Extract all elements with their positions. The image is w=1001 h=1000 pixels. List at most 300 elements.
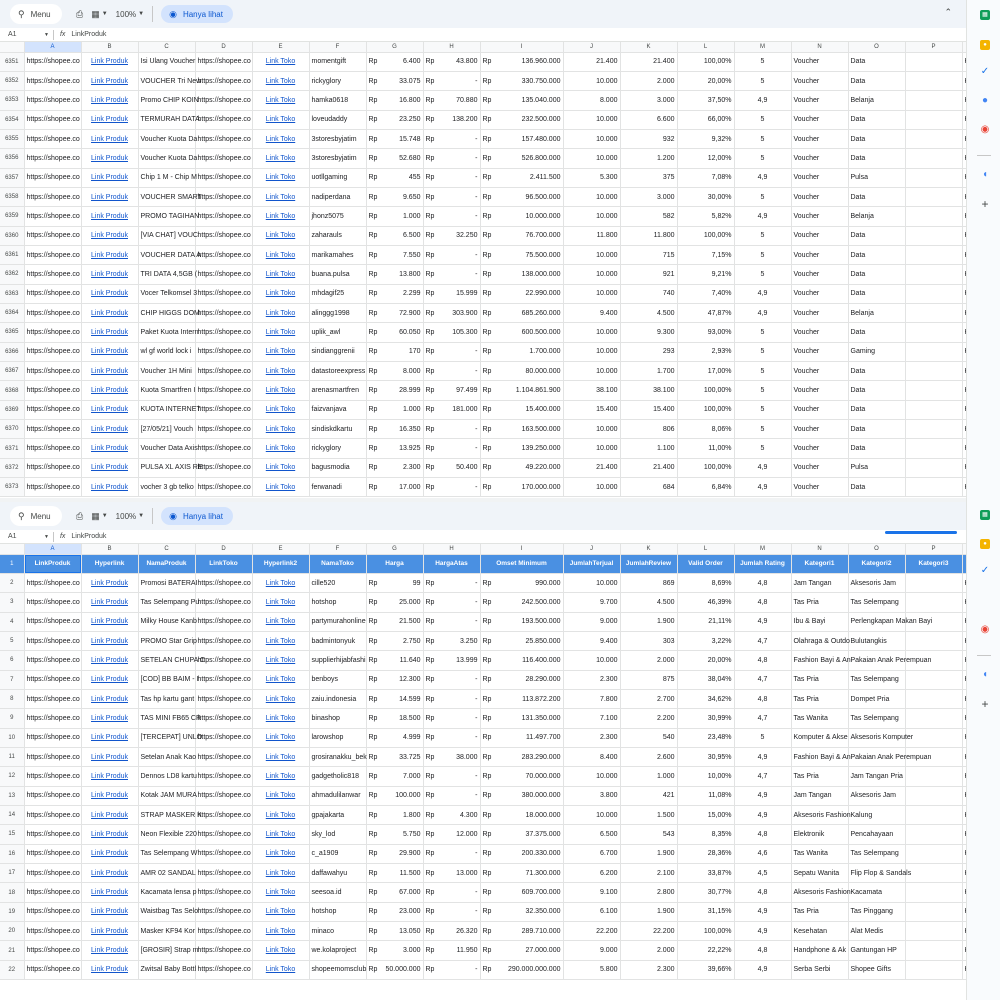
cell-hyperlink2[interactable]: Link Toko [252,458,309,477]
cell-kategori3[interactable] [905,342,962,361]
cell-link-toko[interactable]: https://shopee.co [195,844,252,863]
cell-omset[interactable]: Rp 290.000.000.000 [480,960,563,979]
format-icon[interactable]: ▦ [91,510,100,521]
zoom-select[interactable]: 100% [115,511,137,521]
cell-nama-produk[interactable]: KUOTA INTERNET [138,400,195,419]
cell-valid-order[interactable]: 6,84% [677,478,734,497]
cell-link-toko[interactable]: https://shopee.co [195,71,252,90]
cell-link-produk[interactable]: https://shopee.co [24,91,81,110]
cell-omset[interactable]: Rp 18.000.000 [480,805,563,824]
tasks-icon[interactable]: ✓ [980,66,990,77]
cell-hyperlink2[interactable]: Link Toko [252,593,309,612]
row-number[interactable]: 6357 [0,168,24,187]
cell-hyperlink2[interactable]: Link Toko [252,805,309,824]
cell-omset[interactable]: Rp 289.710.000 [480,922,563,941]
cell-kategori1[interactable]: Fashion Bayi & An [791,747,848,766]
cell-harga[interactable]: Rp 25.000 [366,593,423,612]
cell-valid-order[interactable]: 7,15% [677,245,734,264]
cell-kategori2[interactable]: Bulutangkis [848,631,905,650]
header-cell-14[interactable]: Kategori1 [791,554,848,573]
cell-jumlah-rating[interactable]: 4,5 [734,864,791,883]
cell-kategori2[interactable]: Data [848,110,905,129]
cell-kategori3[interactable] [905,670,962,689]
cell-link-toko[interactable]: https://shopee.co [195,303,252,322]
cell-jumlah-review[interactable]: 4.500 [620,303,677,322]
cell-valid-order[interactable]: 9,32% [677,129,734,148]
cell-link-produk[interactable]: https://shopee.co [24,110,81,129]
cell-harga[interactable]: Rp 33.075 [366,71,423,90]
cell-jumlah-review[interactable]: 932 [620,129,677,148]
cell-valid-order[interactable]: 8,35% [677,825,734,844]
cell-kategori3[interactable] [905,941,962,960]
cell-hyperlink[interactable]: Link Produk [81,709,138,728]
column-header-f[interactable]: F [309,42,366,52]
cell-jumlah-rating[interactable]: 5 [734,265,791,284]
cell-hyperlink[interactable]: Link Produk [81,458,138,477]
collapse-icon[interactable]: ⌃ [944,7,952,17]
cell-valid-order[interactable]: 47,87% [677,303,734,322]
cell-link-produk[interactable]: https://shopee.co [24,728,81,747]
cell-kategori3[interactable] [905,168,962,187]
cell-jumlah-review[interactable]: 421 [620,786,677,805]
row-number[interactable]: 6363 [0,284,24,303]
cell-hyperlink2[interactable]: Link Toko [252,670,309,689]
cell-harga-atas[interactable]: Rp 43.800 [423,52,480,71]
name-box[interactable]: A1 [8,31,17,38]
cell-link-toko[interactable]: https://shopee.co [195,129,252,148]
cell-jumlah-terjual[interactable]: 5.800 [563,960,620,979]
cell-kategori1[interactable]: Voucher [791,207,848,226]
column-header-p[interactable]: P [905,42,962,52]
sheets-icon[interactable]: ▦ [980,510,990,520]
row-number[interactable]: 6358 [0,187,24,206]
cell-omset[interactable]: Rp 600.500.000 [480,323,563,342]
cell-kategori3[interactable] [905,458,962,477]
contacts-icon[interactable]: ◖ [981,669,989,680]
cell-nama-produk[interactable]: TERMURAH DATA [138,110,195,129]
cell-valid-order[interactable]: 100,00% [677,400,734,419]
header-cell-1[interactable]: LinkProduk [24,554,81,573]
cell-nama-toko[interactable]: sky_lod [309,825,366,844]
column-header-a[interactable]: A [24,544,81,554]
chevron-down-icon[interactable]: ▼ [44,533,49,540]
cell-nama-produk[interactable]: Chip 1 M - Chip M [138,168,195,187]
cell-kategori3[interactable] [905,129,962,148]
cell-omset[interactable]: Rp 609.700.000 [480,883,563,902]
cell-nama-produk[interactable]: [TERCEPAT] UNLO [138,728,195,747]
cell-link-toko[interactable]: https://shopee.co [195,168,252,187]
row-number[interactable]: 10 [0,728,24,747]
cell-harga-atas[interactable]: Rp - [423,420,480,439]
cell-kategori2[interactable]: Aksesoris Jam [848,573,905,592]
cell-valid-order[interactable]: 46,39% [677,593,734,612]
row-number[interactable]: 20 [0,922,24,941]
cell-valid-order[interactable]: 11,08% [677,786,734,805]
cell-jumlah-rating[interactable]: 4,6 [734,844,791,863]
cell-jumlah-rating[interactable]: 4,9 [734,922,791,941]
cell-kategori1[interactable]: Tas Pria [791,767,848,786]
cell-kategori2[interactable]: Data [848,362,905,381]
cell-hyperlink[interactable]: Link Produk [81,71,138,90]
cell-hyperlink2[interactable]: Link Toko [252,149,309,168]
cell-link-toko[interactable]: https://shopee.co [195,960,252,979]
cell-valid-order[interactable]: 33,87% [677,864,734,883]
cell-kategori1[interactable]: Voucher [791,342,848,361]
cell-kategori3[interactable] [905,303,962,322]
cell-valid-order[interactable]: 34,62% [677,689,734,708]
cell-harga-atas[interactable]: Rp 38.000 [423,747,480,766]
cell-omset[interactable]: Rp 193.500.000 [480,612,563,631]
cell-nama-produk[interactable]: Vocer Telkomsel 3 [138,284,195,303]
cell-harga-atas[interactable]: Rp 13.000 [423,864,480,883]
cell-harga-atas[interactable]: Rp 105.300 [423,323,480,342]
column-header-j[interactable]: J [563,544,620,554]
cell-nama-produk[interactable]: VOUCHER DATA A [138,245,195,264]
cell-hyperlink[interactable]: Link Produk [81,207,138,226]
cell-hyperlink[interactable]: Link Produk [81,651,138,670]
cell-harga-atas[interactable]: Rp 13.999 [423,651,480,670]
cell-nama-toko[interactable]: arenasmartfren [309,381,366,400]
cell-kategori2[interactable]: Kalung [848,805,905,824]
cell-nama-produk[interactable]: Masker KF94 Kor [138,922,195,941]
cell-hyperlink2[interactable]: Link Toko [252,323,309,342]
column-header-a[interactable]: A [24,42,81,52]
cell-valid-order[interactable]: 21,11% [677,612,734,631]
cell-jumlah-review[interactable]: 11.800 [620,226,677,245]
cell-link-toko[interactable]: https://shopee.co [195,902,252,921]
cell-link-toko[interactable]: https://shopee.co [195,458,252,477]
column-header-c[interactable]: C [138,42,195,52]
cell-valid-order[interactable]: 8,06% [677,420,734,439]
cell-link-toko[interactable]: https://shopee.co [195,651,252,670]
cell-omset[interactable]: Rp 113.872.200 [480,689,563,708]
cell-harga[interactable]: Rp 99 [366,573,423,592]
cell-kategori3[interactable] [905,187,962,206]
cell-harga-atas[interactable]: Rp - [423,265,480,284]
cell-link-produk[interactable]: https://shopee.co [24,226,81,245]
cell-kategori2[interactable]: Aksesoris Komputer [848,728,905,747]
cell-link-toko[interactable]: https://shopee.co [195,922,252,941]
cell-link-toko[interactable]: https://shopee.co [195,187,252,206]
cell-kategori1[interactable]: Olahraga & Outdo [791,631,848,650]
cell-kategori1[interactable]: Voucher [791,71,848,90]
cell-kategori1[interactable]: Tas Wanita [791,844,848,863]
row-number[interactable]: 6364 [0,303,24,322]
cell-kategori3[interactable] [905,689,962,708]
column-header-e[interactable]: E [252,544,309,554]
cell-nama-produk[interactable]: Kotak JAM MURA [138,786,195,805]
cell-link-produk[interactable]: https://shopee.co [24,187,81,206]
row-number[interactable]: 6367 [0,362,24,381]
cell-kategori3[interactable] [905,284,962,303]
cell-kategori2[interactable]: Aksesoris Jam [848,786,905,805]
cell-jumlah-terjual[interactable]: 11.800 [563,226,620,245]
cell-kategori3[interactable] [905,400,962,419]
row-number[interactable]: 6360 [0,226,24,245]
cell-valid-order[interactable]: 30,00% [677,187,734,206]
cell-kategori2[interactable]: Belanja [848,91,905,110]
cell-kategori2[interactable]: Pakaian Anak Perempuan [848,651,905,670]
cell-harga-atas[interactable]: Rp - [423,786,480,805]
cell-nama-toko[interactable]: sindiskdkartu [309,420,366,439]
cell-kategori2[interactable]: Data [848,71,905,90]
cell-harga-atas[interactable]: Rp 70.880 [423,91,480,110]
cell-hyperlink2[interactable]: Link Toko [252,631,309,650]
cell-nama-toko[interactable]: sindianggrenii [309,342,366,361]
cell-valid-order[interactable]: 5,82% [677,207,734,226]
cell-hyperlink[interactable]: Link Produk [81,91,138,110]
cell-jumlah-rating[interactable]: 4,8 [734,689,791,708]
cell-kategori2[interactable]: Gaming [848,342,905,361]
cell-jumlah-terjual[interactable]: 2.300 [563,728,620,747]
cell-jumlah-terjual[interactable]: 10.000 [563,651,620,670]
cell-nama-produk[interactable]: Waistbag Tas Selo [138,902,195,921]
cell-kategori3[interactable] [905,631,962,650]
cell-omset[interactable]: Rp 32.350.000 [480,902,563,921]
cell-hyperlink[interactable]: Link Produk [81,226,138,245]
cell-kategori1[interactable]: Voucher [791,381,848,400]
cell-nama-toko[interactable]: binashop [309,709,366,728]
cell-jumlah-review[interactable]: 806 [620,420,677,439]
cell-harga-atas[interactable]: Rp 181.000 [423,400,480,419]
cell-jumlah-terjual[interactable]: 9.400 [563,303,620,322]
select-all-corner[interactable] [0,544,24,554]
cell-link-toko[interactable]: https://shopee.co [195,612,252,631]
add-icon[interactable]: + [981,197,989,211]
row-number[interactable]: 9 [0,709,24,728]
cell-harga[interactable]: Rp 60.050 [366,323,423,342]
cell-jumlah-review[interactable]: 2.300 [620,960,677,979]
cell-kategori2[interactable]: Tas Selempang [848,844,905,863]
cell-link-toko[interactable]: https://shopee.co [195,362,252,381]
cell-link-produk[interactable]: https://shopee.co [24,52,81,71]
cell-hyperlink2[interactable]: Link Toko [252,226,309,245]
cell-jumlah-terjual[interactable]: 10.000 [563,207,620,226]
cell-omset[interactable]: Rp 526.800.000 [480,149,563,168]
cell-jumlah-review[interactable]: 1.000 [620,767,677,786]
cell-omset[interactable]: Rp 170.000.000 [480,478,563,497]
cell-omset[interactable]: Rp 131.350.000 [480,709,563,728]
cell-link-produk[interactable]: https://shopee.co [24,786,81,805]
header-cell-15[interactable]: Kategori2 [848,554,905,573]
cell-nama-produk[interactable]: PROMO TAGIHAN [138,207,195,226]
cell-link-produk[interactable]: https://shopee.co [24,593,81,612]
cell-harga[interactable]: Rp 18.500 [366,709,423,728]
cell-jumlah-rating[interactable]: 4,9 [734,786,791,805]
cell-link-produk[interactable]: https://shopee.co [24,612,81,631]
cell-harga[interactable]: Rp 1.800 [366,805,423,824]
cell-kategori1[interactable]: Voucher [791,284,848,303]
cell-kategori2[interactable]: Pencahayaan [848,825,905,844]
cell-kategori1[interactable]: Voucher [791,303,848,322]
cell-jumlah-terjual[interactable]: 3.800 [563,786,620,805]
cell-hyperlink2[interactable]: Link Toko [252,362,309,381]
header-cell-8[interactable]: HargaAtas [423,554,480,573]
cell-omset[interactable]: Rp 76.700.000 [480,226,563,245]
cell-link-produk[interactable]: https://shopee.co [24,400,81,419]
cell-hyperlink[interactable]: Link Produk [81,689,138,708]
column-header-i[interactable]: I [480,42,563,52]
cell-jumlah-terjual[interactable]: 6.700 [563,844,620,863]
cell-harga-atas[interactable]: Rp - [423,728,480,747]
cell-kategori2[interactable]: Data [848,420,905,439]
cell-omset[interactable]: Rp 163.500.000 [480,420,563,439]
cell-jumlah-review[interactable]: 9.300 [620,323,677,342]
cell-jumlah-terjual[interactable]: 10.000 [563,71,620,90]
cell-omset[interactable]: Rp 75.500.000 [480,245,563,264]
cell-kategori3[interactable] [905,226,962,245]
cell-kategori2[interactable]: Perlengkapan Makan Bayi [848,612,905,631]
header-cell-4[interactable]: LinkToko [195,554,252,573]
cell-jumlah-rating[interactable]: 4,9 [734,91,791,110]
cell-jumlah-review[interactable]: 303 [620,631,677,650]
cell-jumlah-terjual[interactable]: 9.000 [563,941,620,960]
cell-jumlah-review[interactable]: 38.100 [620,381,677,400]
maps-icon[interactable]: ◉ [980,624,990,635]
cell-kategori3[interactable] [905,922,962,941]
print-icon[interactable]: ⎙ [76,8,84,19]
cell-nama-toko[interactable]: zaharauls [309,226,366,245]
cell-link-toko[interactable]: https://shopee.co [195,207,252,226]
cell-link-toko[interactable]: https://shopee.co [195,149,252,168]
cell-nama-toko[interactable]: shopeemomsclub [309,960,366,979]
cell-hyperlink[interactable]: Link Produk [81,844,138,863]
column-header-d[interactable]: D [195,42,252,52]
cell-jumlah-terjual[interactable]: 22.200 [563,922,620,941]
column-header-n[interactable]: N [791,544,848,554]
cell-link-toko[interactable]: https://shopee.co [195,226,252,245]
cell-jumlah-rating[interactable]: 5 [734,323,791,342]
cell-link-toko[interactable]: https://shopee.co [195,91,252,110]
cell-hyperlink[interactable]: Link Produk [81,805,138,824]
menu-search-button[interactable] [10,506,62,526]
cell-kategori3[interactable] [905,381,962,400]
cell-nama-toko[interactable]: hamka0618 [309,91,366,110]
cell-omset[interactable]: Rp 70.000.000 [480,767,563,786]
cell-nama-toko[interactable]: ferwanadi [309,478,366,497]
cell-link-toko[interactable]: https://shopee.co [195,864,252,883]
cell-jumlah-terjual[interactable]: 10.000 [563,439,620,458]
cell-hyperlink2[interactable]: Link Toko [252,960,309,979]
cell-link-produk[interactable]: https://shopee.co [24,631,81,650]
cell-link-produk[interactable]: https://shopee.co [24,922,81,941]
header-cell-12[interactable]: Valid Order [677,554,734,573]
row-number[interactable]: 6 [0,651,24,670]
cell-nama-produk[interactable]: VOUCHER Tri New [138,71,195,90]
column-header-g[interactable]: G [366,42,423,52]
cell-hyperlink2[interactable]: Link Toko [252,941,309,960]
cell-omset[interactable]: Rp 25.850.000 [480,631,563,650]
cell-jumlah-review[interactable]: 921 [620,265,677,284]
cell-valid-order[interactable]: 7,08% [677,168,734,187]
cell-jumlah-rating[interactable]: 4,7 [734,709,791,728]
row-number[interactable]: 6356 [0,149,24,168]
cell-hyperlink2[interactable]: Link Toko [252,342,309,361]
cell-hyperlink[interactable]: Link Produk [81,573,138,592]
cell-kategori1[interactable]: Voucher [791,478,848,497]
cell-jumlah-review[interactable]: 15.400 [620,400,677,419]
cell-harga-atas[interactable]: Rp 303.900 [423,303,480,322]
cell-harga[interactable]: Rp 11.500 [366,864,423,883]
cell-hyperlink[interactable]: Link Produk [81,168,138,187]
cell-valid-order[interactable]: 31,15% [677,902,734,921]
cell-jumlah-terjual[interactable]: 2.300 [563,670,620,689]
cell-link-toko[interactable]: https://shopee.co [195,825,252,844]
cell-link-produk[interactable]: https://shopee.co [24,670,81,689]
cell-hyperlink2[interactable]: Link Toko [252,883,309,902]
row-number[interactable]: 6351 [0,52,24,71]
cell-kategori2[interactable]: Data [848,149,905,168]
row-number[interactable]: 21 [0,941,24,960]
cell-hyperlink[interactable]: Link Produk [81,747,138,766]
cell-kategori1[interactable]: Sepatu Wanita [791,864,848,883]
cell-hyperlink[interactable]: Link Produk [81,612,138,631]
cell-hyperlink[interactable]: Link Produk [81,786,138,805]
header-cell-10[interactable]: JumlahTerjual [563,554,620,573]
cell-harga-atas[interactable]: Rp - [423,149,480,168]
cell-omset[interactable]: Rp 15.400.000 [480,400,563,419]
row-number[interactable]: 2 [0,573,24,592]
cell-jumlah-rating[interactable]: 4,9 [734,805,791,824]
cell-jumlah-rating[interactable]: 4,8 [734,825,791,844]
cell-jumlah-review[interactable]: 2.200 [620,709,677,728]
cell-nama-toko[interactable]: zaiu.indonesia [309,689,366,708]
cell-jumlah-rating[interactable]: 4,7 [734,767,791,786]
cell-link-produk[interactable]: https://shopee.co [24,960,81,979]
cell-nama-produk[interactable]: Dennos LD8 kartu [138,767,195,786]
cell-hyperlink[interactable]: Link Produk [81,129,138,148]
cell-jumlah-terjual[interactable]: 10.000 [563,149,620,168]
cell-kategori2[interactable]: Pakaian Anak Perempuan [848,747,905,766]
cell-kategori2[interactable]: Pulsa [848,458,905,477]
cell-jumlah-terjual[interactable]: 8.400 [563,747,620,766]
cell-harga[interactable]: Rp 14.599 [366,689,423,708]
cell-hyperlink2[interactable]: Link Toko [252,284,309,303]
cell-link-toko[interactable]: https://shopee.co [195,52,252,71]
contacts-icon[interactable]: ◖ [981,169,989,180]
cell-link-produk[interactable]: https://shopee.co [24,129,81,148]
cell-link-produk[interactable]: https://shopee.co [24,420,81,439]
cell-harga[interactable]: Rp 50.000.000 [366,960,423,979]
cell-nama-toko[interactable]: uplik_awl [309,323,366,342]
cell-kategori3[interactable] [905,960,962,979]
cell-valid-order[interactable]: 3,22% [677,631,734,650]
cell-jumlah-review[interactable]: 293 [620,342,677,361]
header-cell-11[interactable]: JumlahReview [620,554,677,573]
cell-hyperlink2[interactable]: Link Toko [252,439,309,458]
cell-harga[interactable]: Rp 28.999 [366,381,423,400]
cell-jumlah-review[interactable]: 2.100 [620,864,677,883]
row-number[interactable]: 18 [0,883,24,902]
cell-harga-atas[interactable]: Rp - [423,689,480,708]
cell-omset[interactable]: Rp 10.000.000 [480,207,563,226]
cell-kategori2[interactable]: Data [848,187,905,206]
cell-link-produk[interactable]: https://shopee.co [24,303,81,322]
column-header-o[interactable]: O [848,544,905,554]
cell-jumlah-rating[interactable]: 4,8 [734,941,791,960]
cell-harga[interactable]: Rp 16.350 [366,420,423,439]
cell-kategori2[interactable]: Tas Pinggang [848,902,905,921]
cell-kategori2[interactable]: Flip Flop & Sandals [848,864,905,883]
cell-jumlah-rating[interactable]: 5 [734,149,791,168]
cell-nama-toko[interactable]: larowshop [309,728,366,747]
cell-jumlah-review[interactable]: 540 [620,728,677,747]
cell-nama-produk[interactable]: TRI DATA 4,5GB ( [138,265,195,284]
cell-nama-toko[interactable]: momentgift [309,52,366,71]
cell-link-produk[interactable]: https://shopee.co [24,323,81,342]
cell-hyperlink[interactable]: Link Produk [81,265,138,284]
cell-link-produk[interactable]: https://shopee.co [24,381,81,400]
